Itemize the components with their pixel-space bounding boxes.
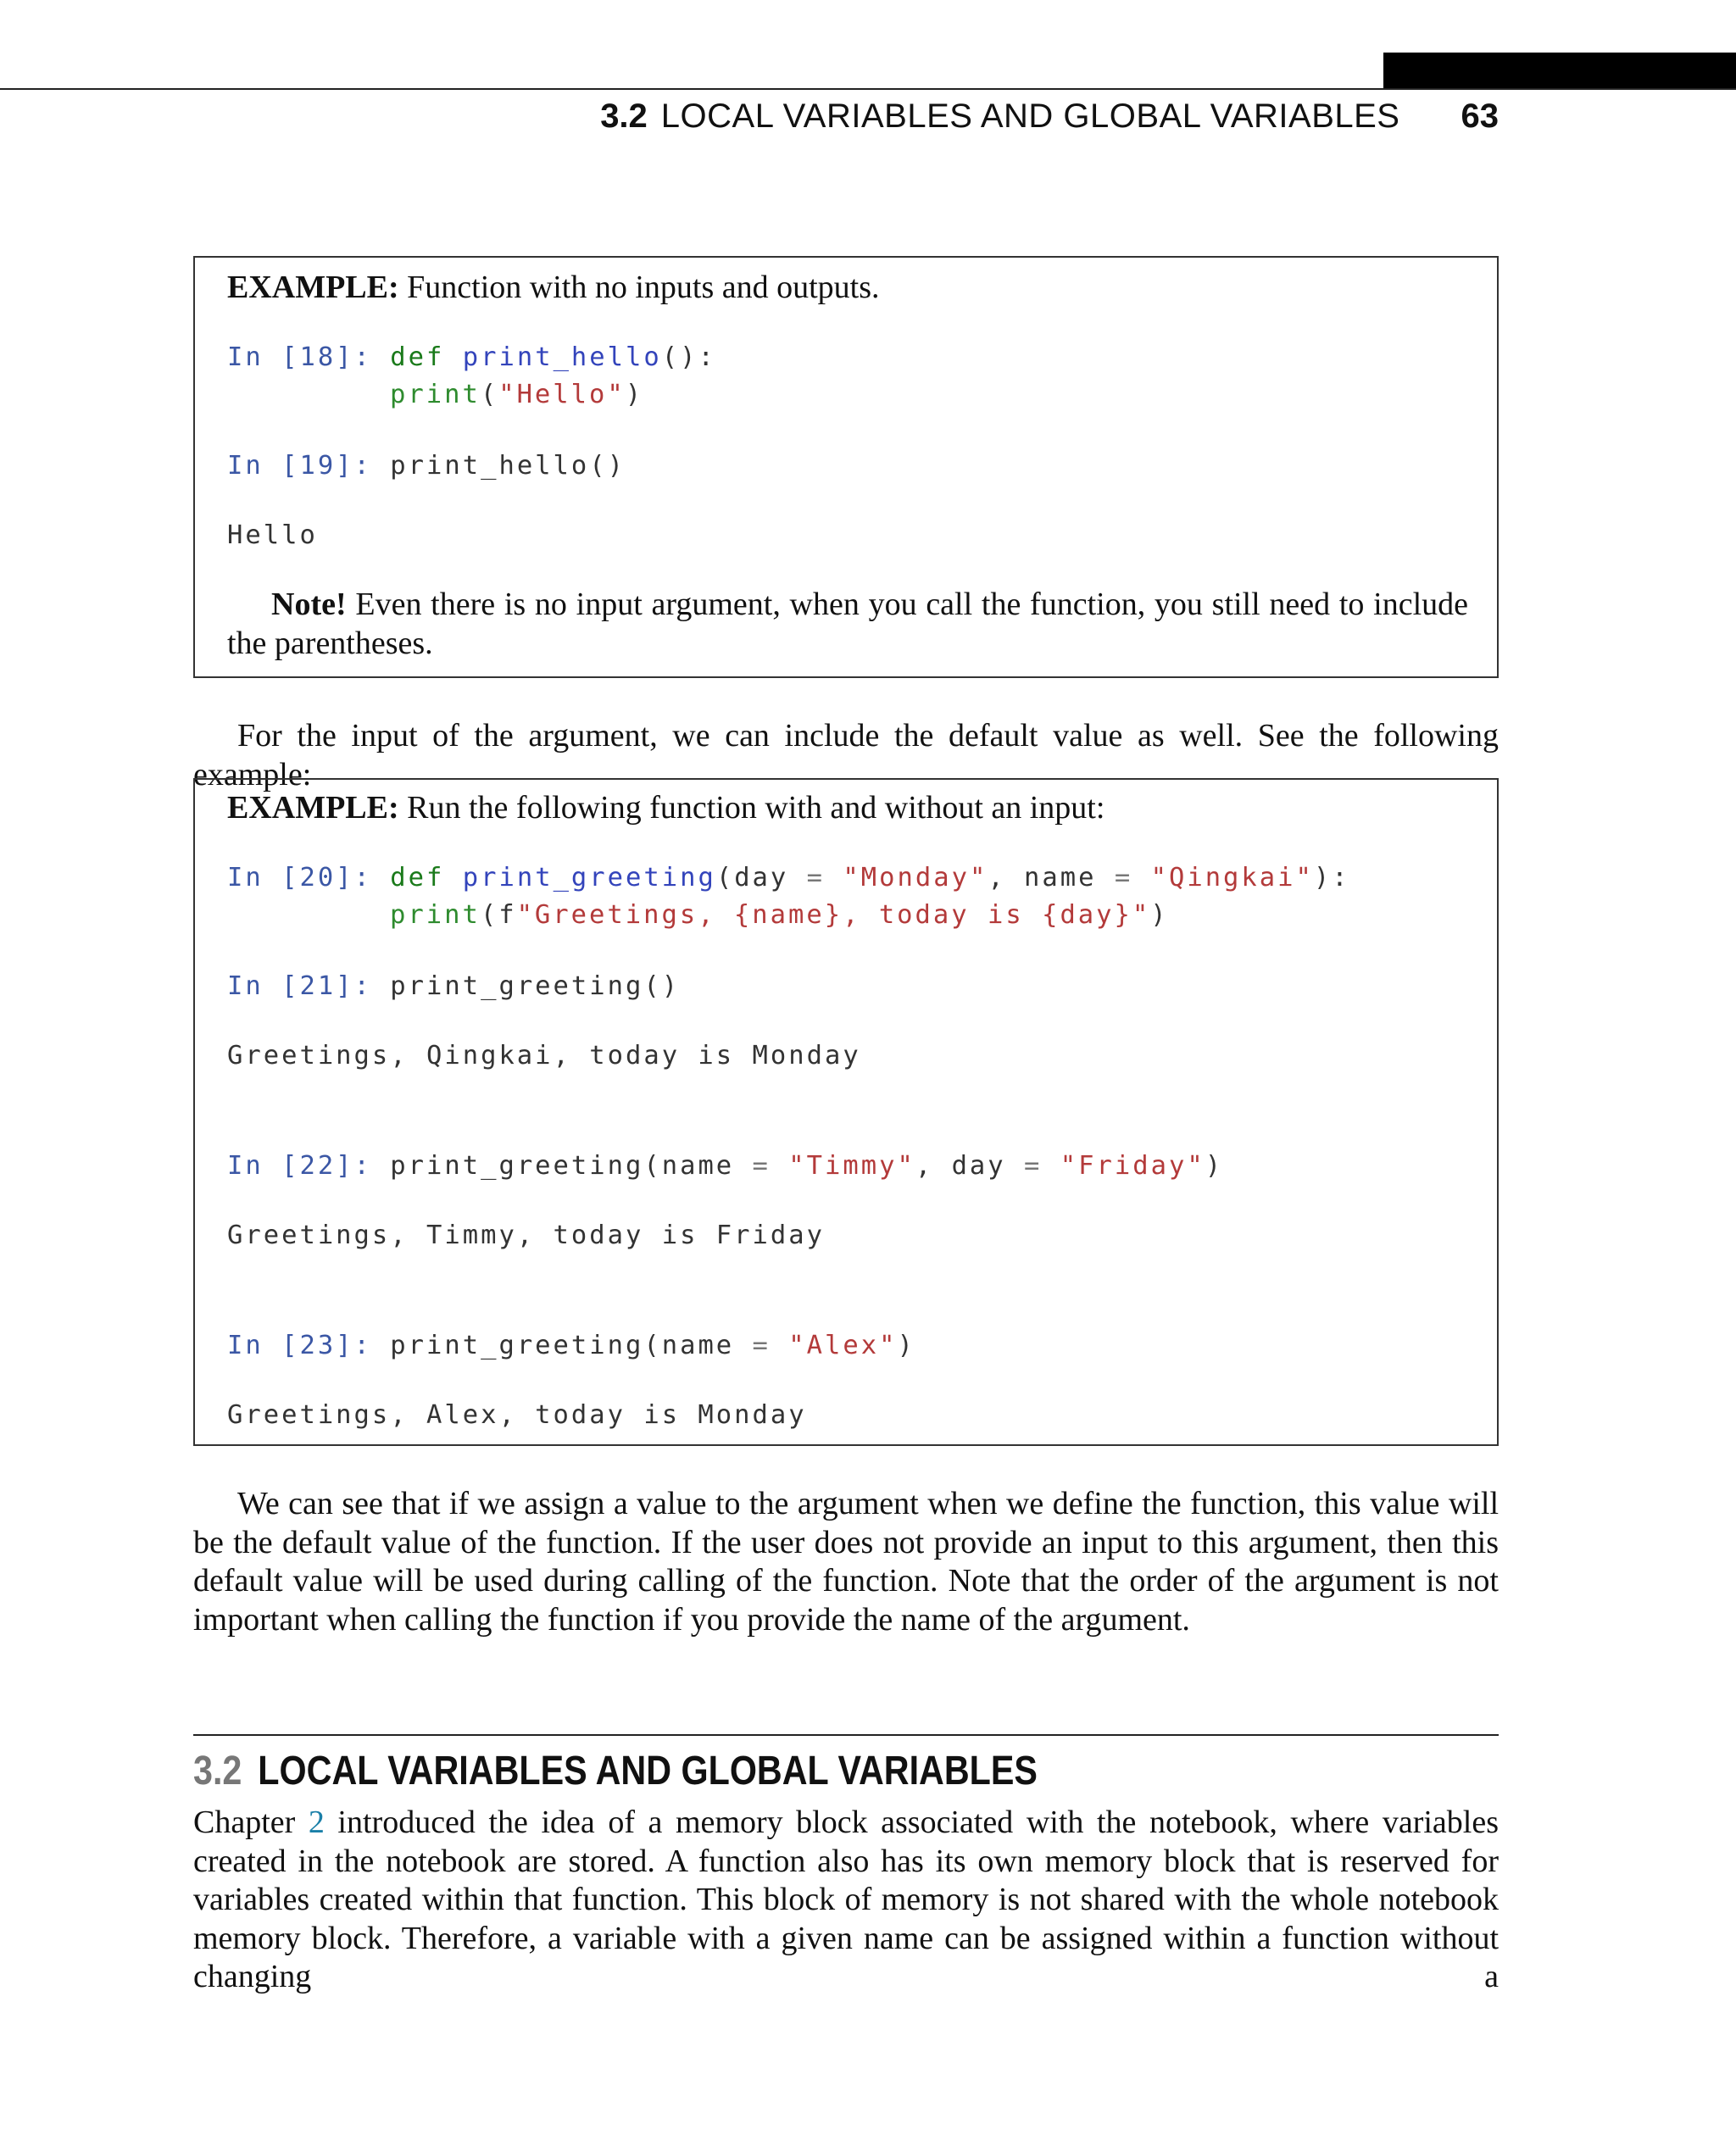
string-literal: "Alex": [788, 1331, 898, 1360]
string-literal: "Greetings, {name}, today is {day}": [516, 900, 1151, 930]
cell-prompt: In [19]:: [227, 451, 372, 481]
header-rule: [0, 88, 1736, 90]
operator: =: [752, 1331, 771, 1360]
cell-output-21: Greetings, Qingkai, today is Monday: [227, 1041, 861, 1070]
example-label: EXAMPLE:: [227, 270, 399, 305]
header-tab: [1383, 53, 1736, 90]
builtin: print: [390, 380, 481, 409]
code-text: (f: [480, 900, 517, 930]
keyword: def: [390, 342, 445, 372]
header-section-number: 3.2: [600, 97, 648, 135]
cell-output: Hello: [227, 520, 318, 550]
section-title: LOCAL VARIABLES AND GLOBAL VARIABLES: [258, 1749, 1038, 1793]
chapter-link[interactable]: 2: [308, 1805, 325, 1840]
keyword: def: [390, 863, 445, 893]
function-name: print_hello: [462, 342, 662, 372]
code-text: ():: [661, 342, 716, 372]
cell-output-22: Greetings, Timmy, today is Friday: [227, 1221, 825, 1250]
code-text: ): [1150, 900, 1169, 930]
example-heading: [227, 788, 1104, 827]
cell-prompt: In [23]:: [227, 1331, 372, 1360]
operator: =: [806, 863, 826, 893]
note-text: Even there is no input argument, when you call the function, you still need to include the parentheses.: [227, 587, 1469, 661]
explanation-paragraph: We can see that if we assign a value to the argument when we define the function, this value will be the default value of the function. If the user does not provide an input to this argument, then this default value will be used during calling of the function. Note that the order of the argument is not important when calling the function if you provide the name of the argument.: [193, 1486, 1499, 1638]
cell-prompt: In [20]:: [227, 863, 372, 893]
code-text: print_greeting(name: [390, 1151, 753, 1181]
para-rest: introduced the idea of a memory block associated with the notebook, where variables created in the notebook are stored. A function also has its own memory block that is reserved for variables created within that function. This block of memory is not shared with the whole notebook memory block. Therefore, a variable with a given name can be assigned within a function without changing a: [193, 1805, 1500, 1994]
code-text: (: [480, 380, 499, 409]
code-cell-20: [227, 859, 1350, 897]
page-number: 63: [1461, 97, 1499, 135]
code-text: print_greeting(name: [390, 1331, 753, 1360]
string-literal: "Monday": [843, 863, 988, 893]
code-text: , name: [988, 863, 1115, 893]
example-heading: [227, 268, 880, 307]
example-box-default-arguments: [193, 778, 1499, 1446]
code-text: ):: [1313, 863, 1350, 893]
string-literal: "Timmy": [788, 1151, 915, 1181]
code-text: ): [625, 380, 644, 409]
string-literal: "Hello": [498, 380, 626, 409]
string-literal: "Friday": [1060, 1151, 1205, 1181]
code-text: ): [897, 1331, 915, 1360]
cell-prompt: In [18]:: [227, 342, 372, 372]
intro-paragraph: For the input of the argument, we can include the default value as well. See the following example:: [193, 718, 1499, 792]
code-cell-21: [227, 968, 680, 1005]
operator: =: [1114, 863, 1133, 893]
string-literal: "Qingkai": [1150, 863, 1314, 893]
code-text: ): [1205, 1151, 1224, 1181]
example-label: EXAMPLE:: [227, 790, 399, 826]
section-paragraph: [193, 1804, 1499, 1997]
cell-prompt: In [21]:: [227, 971, 372, 1001]
running-header: [600, 95, 1499, 137]
code-cell-18-body: [390, 376, 643, 414]
code-cell-23: [227, 1327, 915, 1365]
code-text: (day: [715, 863, 807, 893]
code-cell-18: [227, 339, 716, 376]
section-rule: [193, 1734, 1499, 1736]
cell-output-23: Greetings, Alex, today is Monday: [227, 1400, 807, 1430]
code-cell-22: [227, 1148, 1223, 1185]
example-caption: Function with no inputs and outputs.: [407, 270, 880, 305]
section-number: 3.2: [193, 1749, 242, 1793]
code-text: print_greeting(): [390, 971, 681, 1001]
operator: =: [752, 1151, 771, 1181]
code-cell-20-body: [390, 897, 1169, 934]
header-section-title: LOCAL VARIABLES AND GLOBAL VARIABLES: [660, 97, 1400, 135]
code-text: print_hello(): [390, 451, 626, 481]
para-start: Chapter: [193, 1805, 296, 1840]
code-text: , day: [915, 1151, 1025, 1181]
function-name: print_greeting: [462, 863, 716, 893]
operator: =: [1024, 1151, 1043, 1181]
note-label: Note!: [271, 587, 347, 622]
note-paragraph: [227, 585, 1468, 663]
section-heading: [193, 1748, 1038, 1795]
example-caption: Run the following function with and without an input:: [407, 790, 1105, 826]
cell-prompt: In [22]:: [227, 1151, 372, 1181]
example-box-no-inputs: [193, 256, 1499, 678]
code-cell-19: [227, 448, 626, 485]
builtin: print: [390, 900, 481, 930]
